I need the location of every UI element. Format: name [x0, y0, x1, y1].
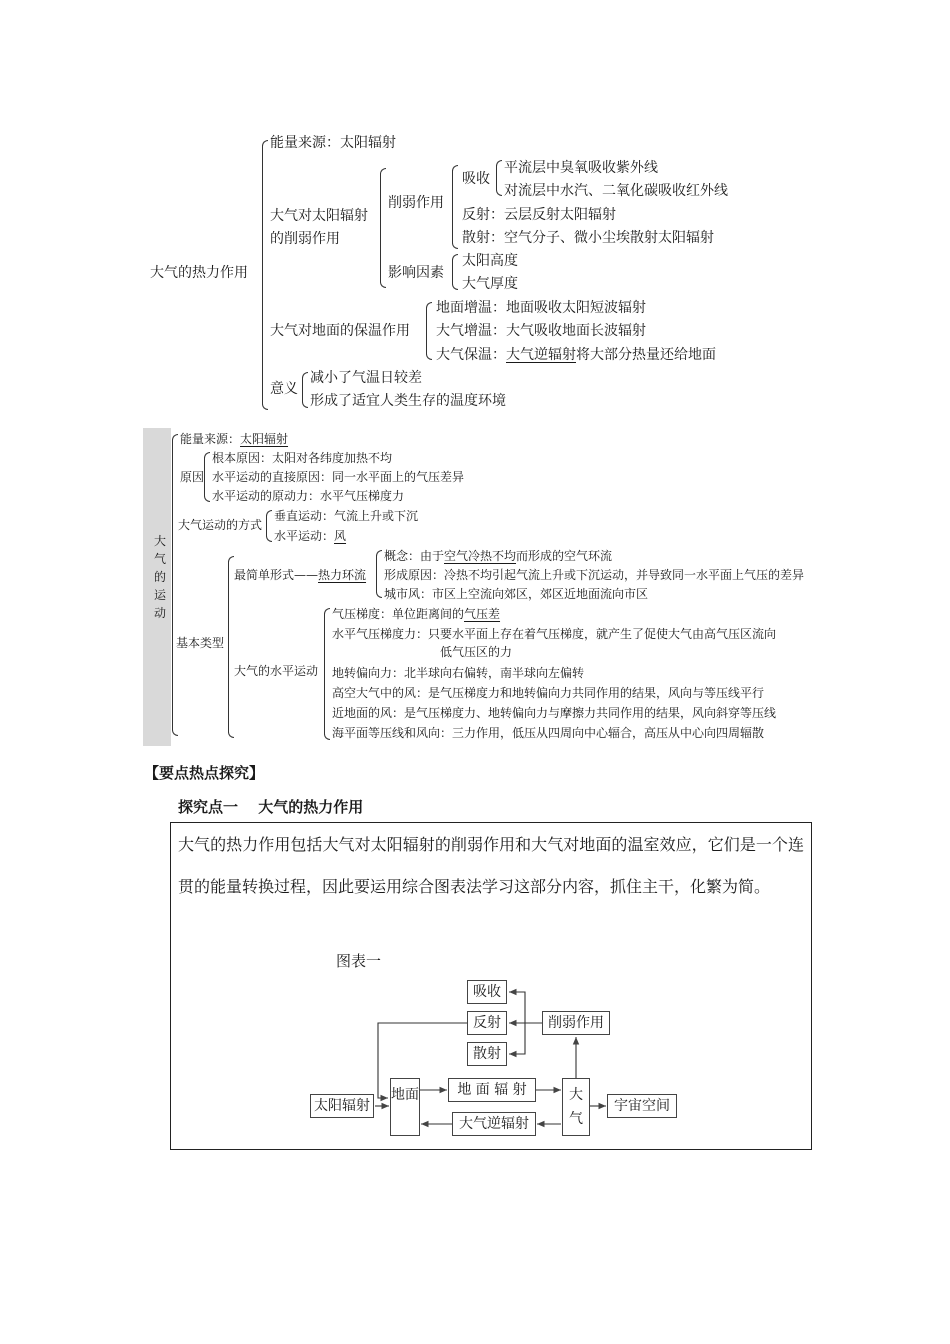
- map2-brace-basic: [228, 556, 234, 738]
- diagram-weaken-box: 削弱作用: [542, 1011, 610, 1035]
- map2-root: 大气的运动: [154, 534, 167, 620]
- map1-energy: 能量来源：太阳辐射: [270, 135, 396, 151]
- map2-basic: 基本类型: [176, 636, 225, 650]
- map2-h2b: 低气压区的力: [440, 645, 513, 659]
- map1-absorb: 吸收: [462, 171, 490, 187]
- diagram-ground-box: 地面: [390, 1078, 420, 1136]
- map2-h2: 水平气压梯度力：只要水平面上存在着气压梯度，就产生了促使大气由高气压区流向: [332, 627, 777, 641]
- map1-factor-1: 太阳高度: [462, 253, 518, 269]
- map2-c2: 形成原因：冷热不均引起气流上升或下沉运动，并导致同一水平面上气压的差异: [384, 568, 805, 582]
- map2-brace-root: [172, 434, 178, 736]
- map1-brace-factors: [452, 254, 458, 290]
- diagram-scatter-box: 散射: [467, 1042, 507, 1066]
- subsection-title: 探究点一 大气的热力作用: [178, 798, 364, 816]
- map1-factors: 影响因素: [388, 265, 444, 281]
- diagram-absorb-box: 吸收: [467, 980, 507, 1004]
- map1-weaken: 削弱作用: [388, 195, 444, 211]
- map2-ways: 大气运动的方式: [178, 518, 263, 532]
- map2-way-2: 水平运动：风: [274, 529, 347, 543]
- diagram-space-box: 宇宙空间: [607, 1094, 677, 1118]
- map1-root: 大气的热力作用: [150, 265, 248, 281]
- map1-reflect: 反射：云层反射太阳辐射: [462, 207, 616, 223]
- map2-brace-simple: [376, 550, 382, 598]
- map1-mean-1: 减小了气温日较差: [310, 370, 422, 386]
- map1-brace-absorb-items: [496, 160, 502, 196]
- map1-absorb-2: 对流层中水汽、二氧化碳吸收红外线: [504, 183, 728, 199]
- map1-weaken-parent: 大气对太阳辐射: [270, 208, 368, 224]
- map1-insulate: 大气对地面的保温作用: [270, 323, 410, 339]
- diagram-atmosphere-box: 大气: [562, 1078, 590, 1136]
- map2-cause-3: 水平运动的原动力：水平气压梯度力: [212, 489, 405, 503]
- map2-c3: 城市风：市区上空流向郊区，郊区近地面流向市区: [384, 587, 649, 601]
- map2-brace-horizontal: [324, 608, 330, 740]
- map1-absorb-1: 平流层中臭氧吸收紫外线: [504, 160, 658, 176]
- map2-energy: 能量来源：太阳辐射: [180, 432, 289, 446]
- map2-h5: 近地面的风：是气压梯度力、地转偏向力与摩擦力共同作用的结果，风向斜穿等压线: [332, 706, 777, 720]
- map1-brace-insulate: [426, 302, 432, 360]
- map1-brace-weaken: [380, 168, 386, 288]
- map1-weaken-parent-2: 的削弱作用: [270, 231, 340, 247]
- map1-ins-2: 大气增温：大气吸收地面长波辐射: [436, 323, 646, 339]
- diagram-reflect-box: 反射: [467, 1011, 507, 1035]
- map1-ins-3: 大气保温：大气逆辐射将大部分热量还给地面: [436, 347, 716, 363]
- map1-scatter: 散射：空气分子、微小尘埃散射太阳辐射: [462, 230, 714, 246]
- map1-factor-2: 大气厚度: [462, 276, 518, 292]
- map2-c1: 概念：由于空气冷热不均而形成的空气环流: [384, 549, 613, 563]
- diagram-counter-radiation-box: 大气逆辐射: [452, 1112, 536, 1136]
- map2-horizontal: 大气的水平运动: [234, 664, 319, 678]
- explanation-paragraph: 大气的热力作用包括大气对太阳辐射的削弱作用和大气对地面的温室效应，它们是一个连贯的能量转换过程，因此要运用综合图表法学习这部分内容，抓住主干，化繁为简。: [178, 835, 804, 896]
- section-title: 【要点热点探究】: [144, 764, 265, 782]
- map1-brace-root: [262, 140, 268, 410]
- map2-brace-cause: [204, 452, 210, 502]
- diagram-caption: 图表一: [336, 952, 382, 970]
- map2-h6: 海平面等压线和风向：三力作用，低压从四周向中心辐合，高压从中心向四周辐散: [332, 726, 765, 740]
- diagram-ground-radiation-box: 地 面 辐 射: [448, 1078, 536, 1102]
- map1-meaning: 意义: [270, 381, 298, 397]
- map2-way-1: 垂直运动：气流上升或下沉: [274, 509, 419, 523]
- map2-cause-1: 根本原因：太阳对各纬度加热不均: [212, 451, 393, 465]
- map1-mean-2: 形成了适宜人类生存的温度环境: [310, 393, 506, 409]
- map2-h3: 地转偏向力：北半球向右偏转，南半球向左偏转: [332, 666, 585, 680]
- map2-simple: 最简单形式——热力环流: [234, 568, 367, 582]
- map2-cause: 原因: [180, 470, 205, 484]
- map1-brace-meaning: [302, 372, 308, 408]
- map2-brace-ways: [266, 510, 272, 542]
- diagram-sun-box: 太阳辐射: [310, 1094, 374, 1118]
- map2-h1: 气压梯度：单位距离间的气压差: [332, 607, 501, 621]
- map2-cause-2: 水平运动的直接原因：同一水平面上的气压差异: [212, 470, 465, 484]
- map2-h4: 高空大气中的风：是气压梯度力和地转偏向力共同作用的结果，风向与等压线平行: [332, 686, 765, 700]
- map1-brace-absorb: [452, 165, 458, 249]
- map1-ins-1: 地面增温：地面吸收太阳短波辐射: [436, 300, 646, 316]
